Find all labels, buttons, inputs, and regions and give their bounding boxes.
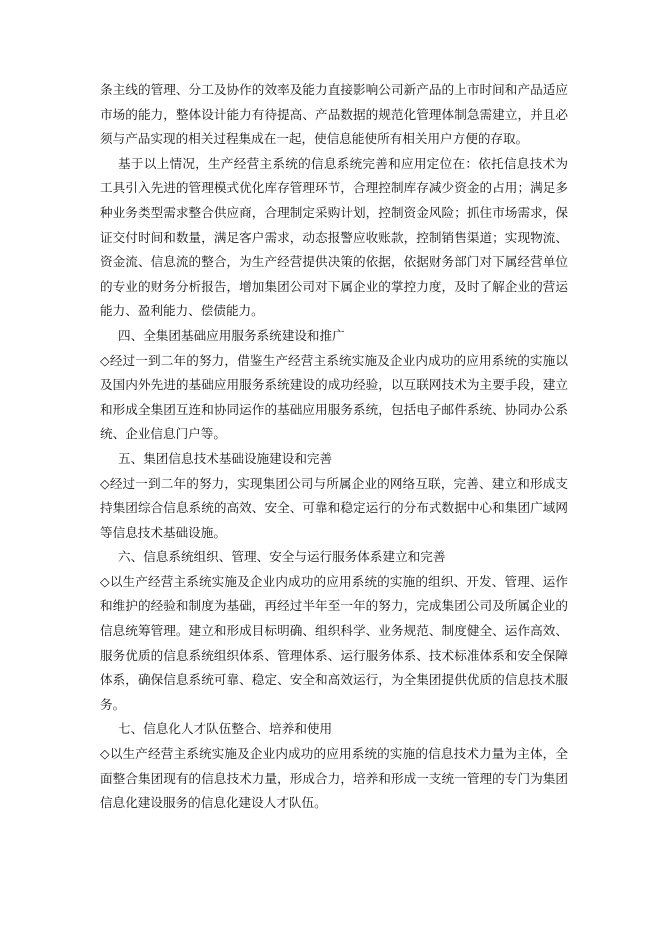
paragraph-positioning: 基于以上情况，生产经营主系统的信息系统完善和应用定位在：依托信息技术为工具引入先进的管理模式优化库存管理环节，合理控制库存减少资金的占用；满足多种业务类型需求整合供应商，合理制定采购计划，控制资金风险；抓住市场需求，保证交付时间和数量，满足客户需求，动态报警应收账款，控制销售渠道；实现物流、资金流、信息流的整合，为生产经营提供决策的依据，依据财务部门对下属经营单位的专业的财务分析报告，增加集团公司对下属企业的掌控力度，及时了解企业的营运能力、盈利能力、偿债能力。 [100,155,568,319]
section-heading-4: 四、全集团基础应用服务系统建设和推广 [118,327,345,343]
bullet-paragraph-6: ◇以生产经营主系统实施及企业内成功的应用系统的实施的组织、开发、管理、运作和维护的经验和制度为基础，再经过半年至一年的努力，完成集团公司及所属企业的信息统筹管理。建立和形成目标明确、组织科学、业务规范、制度健全、运作高效、服务优质的信息系统组织体系、管理体系、运行服务体系、技术标准体系和安全保障体系，确保信息系统可靠、稳定、安全和高效运行，为全集团提供优质的信息技术服务。 [100,573,568,712]
bullet-paragraph-7: ◇以生产经营主系统实施及企业内成功的应用系统的实施的信息技术力量为主体，全面整合集团现有的信息技术力量，形成合力，培养和形成一支统一管理的专门为集团信息化建设服务的信息化建设人才队伍。 [100,746,568,811]
section-heading-6: 六、信息系统组织、管理、安全与运行服务体系建立和完善 [118,549,446,565]
bullet-paragraph-4: ◇经过一到二年的努力，借鉴生产经营主系统实施及企业内成功的应用系统的实施以及国内外先进的基础应用服务系统建设的成功经验，以互联网技术为主要手段，建立和形成全集团互连和协同运作的基础应用服务系统，包括电子邮件系统、协同办公系统、企业信息门户等。 [100,352,568,442]
section-heading-7: 七、信息化人才队伍整合、培养和使用 [118,721,333,737]
section-heading-5: 五、集团信息技术基础设施建设和完善 [118,450,333,466]
paragraph-intro: 条主线的管理、分工及协作的效率及能力直接影响公司新产品的上市时间和产品适应市场的能力，整体设计能力有待提高、产品数据的规范化管理体制急需建立，并且必须与产品实现的相关过程集成在一起，使信息能使所有相关用户方便的存取。 [100,82,568,147]
document-page [100,78,568,816]
bullet-paragraph-5: ◇经过一到二年的努力，实现集团公司与所属企业的网络互联，完善、建立和形成支持集团综合信息系统的高效、安全、可靠和稳定运行的分布式数据中心和集团广域网等信息技术基础设施。 [100,475,568,540]
